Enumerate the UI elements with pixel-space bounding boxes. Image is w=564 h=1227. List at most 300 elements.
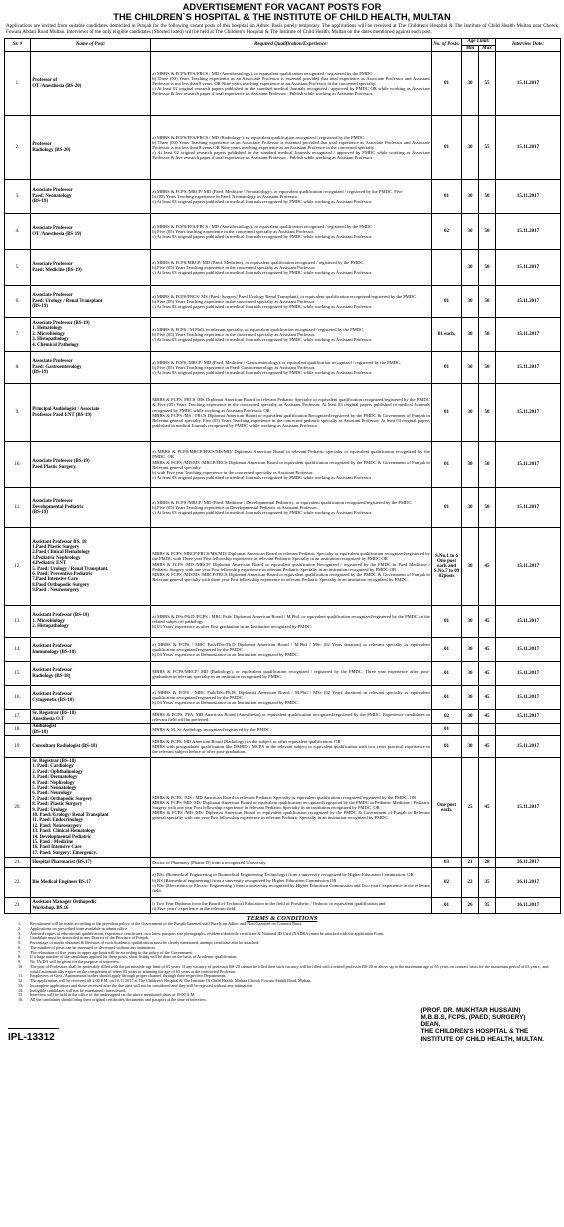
table-row [5,724,561,736]
qualification-line: b) Five (05) Years Teaching experience in the concerned specialty as Assistant Professor. [152,332,316,338]
terms-list [8,922,556,1003]
post-name-line: Assistant Professor BS. 18 [32,539,87,545]
table-row [5,758,561,858]
table-row [5,898,561,914]
row-age-min: 26 [462,898,479,914]
table-row [5,52,561,116]
row-serial: 20. [5,758,31,858]
qualification-line: c) At least 03 original papers published in medical Journals recognized by PMDC while working as Assistant Professor. [152,510,373,516]
qualification-line: c) At least 03 original papers published in medical Journals recognized by PMDC while working as Assistant Professor. [152,234,373,240]
row-interview-date: 15.11.2017 [496,528,561,606]
qualification-line: MBBS & FCPS, MRCP/FRCS/MS/MD/ Diplomat American Board in relevant Pediatric Specialty or equivalent qualification recognized/registered by the PMDC with Three year Post fellowship experience in relevant Pediatric Specialty in an institution recognized by PMDC OR [152,551,430,562]
row-age-min: 30 [462,710,479,724]
qualification-line: MBBS & FCPS, MD American Board (Radiology) in the subject or other equivalent qualification. OR [152,738,341,744]
terms-item-number: 3. [18,930,22,936]
post-name-line: 16. Paed Intensive Care [32,845,82,851]
post-name-line: Associate Professor (BS-19) [32,459,90,465]
row-age-max: 35 [479,868,496,898]
post-name-line: Radiology (BS-20) [32,147,71,153]
row-age-max: 50 [479,318,496,352]
signature-line: INSTITUTE OF CHILD HEALTH, MULTAN. [420,1035,544,1043]
post-name-line: Assistant Professor [32,644,73,650]
row-serial: 23. [5,898,31,914]
table-row [5,250,561,286]
row-interview-date [496,724,561,736]
qualification-line: a) MBBS & FCPS /MRCP/ MD (Paed: Medicine / Neonatology), or equivalent qualification recognized / registered by the PMDC. Five [152,188,403,194]
qualification-line: b) Five (05) Years Teaching experience in Paed: Gastroenterology as Assistant Professor. [152,365,316,371]
row-age-max: 45 [479,638,496,662]
post-name-line: Hospital Pharmacist (BS.17) [32,859,92,865]
table-row [5,318,561,352]
row-age-max: 28 [479,858,496,868]
row-age-max: 35 [479,898,496,914]
header-qualification: Required Qualification/Experience: [151,38,432,52]
table-row [5,214,561,250]
row-serial: 12. [5,528,31,606]
row-age-max [479,724,496,736]
qualification-line: b) Five (05) Years Teaching experience in the concerned specialty as Assistant Professor. [152,265,316,271]
terms-item-text: Recruitment will be made according to the prevalent policy of the Government of the Punjab Gazetted staff Purely on Adhoc and Non Gazetted on Contract Basis. [30,921,303,927]
row-num-posts: 01 [432,638,462,662]
row-age-max: 45 [479,710,496,724]
row-age-min: 30 [462,318,479,352]
row-qualification [151,528,432,606]
row-post-name [31,250,151,286]
row-serial: 17. [5,710,31,724]
post-name-line: Anesthesia O.T [32,716,65,722]
terms-item-text: The post of Professors shall be preferably filled with the permissible age limit of 65 years. If any vacancy of professor BS-20 cannot be filled then such vacancy will be filled with a retired professor BS-20 or above up to the maximum age of 65 years on contract basis for the maximum period of 03 years , and would automatically expire on the completion of terms 03 years or attaining the age of 65 years at the contracted Professor. [30,963,549,974]
post-name-line: Consultant Radiologist (BS-18) [32,743,98,749]
intro-paragraph: Applications are invited from suitable candidates domiciled in Punjab for the following vacant posts of this hospital on Adhoc Basis purely temporary. The applications will be received at The Children's Hospital & The Institute of Child Health Multan near Chowk Fowara Abdali Road Multan. Interviews of the only eligible candidates (Shorted listed) will be held at The Children's Hospital & The Institute of Child Health, Multan on the dates mentioned against each post. [6,23,558,35]
qualification-line: i) Two Year Diploma from the Board of Technical Education in the field of Prosthetic / Orthotic or equivalent qualification and [152,900,386,906]
post-name-line: Principal Audiologist / Associate [32,407,100,413]
post-name-line: 8. Paed: Plastic Surgery [32,802,83,808]
table-row [5,352,561,384]
row-interview-date: 16.11.2017 [496,898,561,914]
row-post-name [31,214,151,250]
post-name-line: 1. Hematology [32,326,63,332]
table-row [5,710,561,724]
qualification-line: b) Three (03) Years Teaching experience as an Associate Professor is essential provided that total experience as Associate Professor and Associate Professor is not less than 8 years OR Nine years teaching experience as an Assistant Professor in the concerned specialty. [152,139,430,151]
qualification-line: c) At least 03 original papers published in medical Journals recognized by PMDC while working as Assistant Professor [152,474,372,480]
post-name-line: Associate Professor [32,293,73,299]
row-interview-date: 15.11.2017 [496,686,561,710]
terms-item-text: No TA/DA will be given for the purpose of interview. [30,959,120,965]
row-num-posts [432,250,462,286]
row-age-max: 50 [479,442,496,488]
post-name-line: Associate Professor [32,359,73,365]
post-name-line: Associate Professor (BS-19) [32,321,90,327]
terms-item-text: Attested copies of educational qualification, experience certificates, two latest passport size photographs, residence/domicile certificate & National ID Card (NADRA) must be attached with the application Form. [30,930,385,936]
row-qualification [151,352,432,384]
row-num-posts: 01 [432,662,462,686]
row-age-max: 50 [479,286,496,318]
row-interview-date: 15.11.2017 [496,214,561,250]
row-serial: 4. [5,214,31,250]
row-interview-date: 15.11.2017 [496,488,561,528]
qualification-line: a) MBBS & FCPS / MRC Path/DSc/Ph.D Diplomat American Board / M.Phil / MSc (02 Years duration) in relevant specialty or equivalent qualification recognized/registered by the PMDC. [152,641,430,653]
terms-item-text: Interview will be held in the office of the undersigned on the above mentioned dates at 10:00 A.M. [30,992,196,998]
row-serial: 1. [5,52,31,116]
terms-item-number: 12. [18,978,24,984]
row-age-max: 50 [479,384,496,442]
post-name-line: Sr. Registrar (BS-18) [32,758,76,764]
row-post-name [31,286,151,318]
qualification-line: a) MBBS & FCPS /MRCP/ MD (Paed: Medicine / Gastroenterology), or equivalent qualification recognized / registered by the PMDC. [152,359,402,365]
row-qualification [151,384,432,442]
qualification-line: c) At least 03 original papers published in medical Journals recognized by PMDC while working as Assistant Professor. [152,304,373,310]
post-name-line: 7.Paed Intensive Care [32,577,78,583]
row-post-name [31,858,151,868]
terms-item-text: Percentage of marks obtained & Division of each Academic qualification must be clearly mentioned, attempt certificate also be attached. [30,940,260,946]
qualification-line: b) 04 Years' experience as Demonstrator in an Institution recognized by PMDC. [152,700,299,706]
row-age-max: 50 [479,214,496,250]
qualification-line: b) Five (05) Years Teaching experience in Developmental Pediatric as Assistant Professor. [152,505,318,511]
post-name-line: 1. Microbiology [32,618,65,624]
post-name-line: Paed: Gastroenterology [32,364,82,370]
row-interview-date: 15.11.2017 [496,384,561,442]
table-row [5,858,561,868]
row-age-max: 45 [479,606,496,638]
row-qualification [151,858,432,868]
row-post-name [31,488,151,528]
row-serial: 14. [5,638,31,662]
row-age-min: 30 [462,286,479,318]
row-post-name [31,868,151,898]
terms-item-text: The relaxation of five years in upper age limit will be according to the policy of the Government. [30,949,193,955]
row-interview-date: 15.11.2017 [496,52,561,116]
terms-item-text: The applications will be received till 2:00 P.M. on 10.11.2017 at The Children's Hospital & The Institute Of Child Health, Multan Chowk Fowara Abdali Road, Multan. [30,978,312,984]
row-interview-date: 16.11.2017 [496,868,561,898]
row-post-name [31,52,151,116]
terms-title: TERMS & CONDITIONS [246,915,318,923]
advertisement-footer [8,1007,556,1043]
qualification-line: MBBS & FCPS /MD /MRCP/ Diplomat American Board or equivalent qualification Recognized / registered by the PMDC in Paed Medicine / Pediatric Surgery with one year Post fellowship experience in relevant Pediatric Specialty in an institution recognized by PMDC OR [152,561,430,572]
row-serial: 18. [5,724,31,736]
qualification-line: a) MBBS & FCPS / M.Phill. in relevant specialty, or equivalent qualification recognized / registered by the PMDC. [152,326,365,332]
post-name-line: Audiologist [32,724,57,730]
row-interview-date: 15.11.2017 [496,606,561,638]
row-serial: 6. [5,286,31,318]
post-name-line: Paed: Urology / Renal Transplant [32,298,103,304]
qualification-line: b) Five (05) Years Teaching experience in the concerned specialty as Assistant Professor. [152,299,316,305]
table-row [5,528,561,606]
post-name-line: Associate Professor [32,262,73,268]
post-name-line: 3.Pediatric Nephrology [32,555,81,561]
qualification-line: b) BS (Biomedical engineering) from a university recognized by Higher Education Commission OR [152,877,337,883]
row-qualification [151,180,432,214]
signature-line: M.B.B.S, FCPS, (PAED; SURGERY) [420,1014,526,1022]
row-age-max: 45 [479,686,496,710]
row-serial: 10. [5,442,31,488]
row-serial: 16. [5,686,31,710]
row-post-name [31,606,151,638]
table-row [5,686,561,710]
post-name-line: Professor of [32,78,58,84]
post-name-line: 11. Paed: Endocrinology [32,818,84,824]
post-name-line: OT /Anesthesia (BS-19) [32,231,82,237]
table-row [5,488,561,528]
post-name-line: 6. Paed: Neurology [32,791,72,797]
header-interview-date: Interview Date: [496,38,561,52]
terms-item-text: Employees of Govt./Autonomous bodies should apply through proper channel, through their respective Departments. [30,973,227,979]
qualification-line: a) MBBS & FCPS/FFA/FRCS / MD (Anesthesiology), or equivalent qualification recognized / registered by the PMDC. [152,223,374,229]
row-num-posts: 02 [432,710,462,724]
qualification-line: c) At least 03 original papers published in medical Journals recognized by PMDC while working as Assistant Professor. [152,370,373,376]
terms-item-number: 14. [18,987,24,993]
post-name-line: Associate Professor [32,188,73,194]
post-name-line: 9. Paed: Urology [32,807,68,813]
post-name-line: 2.Paed Clinical Hematology [32,550,91,556]
terms-item-number: 6. [18,944,22,950]
terms-item-number: 13. [18,982,24,988]
table-row [5,662,561,686]
terms-item-number: 15. [18,992,24,998]
qualification-line: c) At least 03 original papers published in medical Journals recognized by PMDC while working as Assistant Professor. [152,199,373,205]
qualification-line: a) MBBS & FCPS/MRCP/FRCS/MS/MD/ Diplomat American Board in relevant Pediatric specialty or equivalent qualification recognized by the PMDC. OR [152,449,430,460]
post-name-line: 14. Developmental Pediatric [32,834,91,840]
qualification-line: MBBS & FCPS/MRCP/ MD (Radiology), or equivalent qualification recognized / registered by the PMDC. Three year experience after post-graduation in relevant specialty in an institution recognized by PMDC. [152,668,430,679]
row-qualification [151,758,432,858]
post-name-line: (BS-19) [32,510,48,516]
post-name-line: Radiology (BS-18) [32,673,71,679]
row-age-min: 21 [462,858,479,868]
qualification-line: MBBS with postgraduate qualification like DMRD / MCPS in the relevant subject or equivalent qualification with two years practical experience in the relevant subject before or after post-graduation. [152,744,430,755]
row-post-name [31,710,151,724]
row-num-posts: 01 [432,180,462,214]
post-name-line: 5. Paed: Neonatology [32,785,77,791]
post-name-line: 13. Paed: Clinical Hematology [32,829,96,835]
post-name-line: Workshop. BS.16 [32,905,69,911]
qualification-line: c) At least 03 original papers published in medical Journals recognized by PMDC while working as Assistant Professor. [152,270,373,276]
advertisement-header [4,2,560,22]
row-interview-date: 15.11.2017 [496,180,561,214]
row-age-min: 30 [462,488,479,528]
post-name-line: Assistant Professor [32,692,73,698]
row-interview-date: 15.11.2017 [496,710,561,724]
terms-item-number: 2. [18,925,22,931]
row-age-min: 30 [462,116,479,180]
post-name-line: 8.Paed Orthopedic Surgery [32,582,90,588]
header-age-limit: Age Limit: [462,38,496,45]
table-row [5,180,561,214]
row-serial: 22. [5,868,31,898]
row-qualification [151,52,432,116]
row-interview-date: 16.11.2017 [496,858,561,868]
terms-item-text: Incomplete applications and those received after the due date will not be considered and they will be rejected without any intimation. [30,982,253,988]
post-name-line: 7. Paed: Orthopedic Surgery [32,796,93,802]
row-post-name [31,638,151,662]
ipl-number: IPL-13312 [8,1028,59,1043]
post-name-line: 3. Paed: Dermatology [32,775,78,781]
qualification-line: MBBS & FCPS, /MS / MD American Board in relevant Pediatric Specialty or equivalent qualification recognized/registered by the PMDC. OR [152,794,417,800]
post-name-line: 2. Histopathology [32,624,69,630]
row-post-name [31,686,151,710]
row-num-posts: 01 [432,384,462,442]
row-num-posts: 01 [432,724,462,736]
row-serial: 7. [5,318,31,352]
qualification-line: MBBS & FCPS /MD/MS /MRCP/FRCS Diplomat American Board or equivalent qualification recognized by the PMDC & Government of Punjab in Relevant general specialty with three year Post fellowship experience in relevant Pediatric Specialty in an institution recognized by PMDC. [152,571,430,582]
row-post-name [31,758,151,858]
qualification-line: b) (05) Years Teaching experience in Paed: Neonatology as Assistant Professor. [152,194,298,200]
row-qualification [151,898,432,914]
row-interview-date: 15.11.2017 [496,116,561,180]
row-interview-date: 15.11.2017 [496,352,561,384]
row-interview-date: 15.11.2017 [496,250,561,286]
row-qualification [151,736,432,758]
row-num-posts: 01 [432,442,462,488]
post-name-line: 1.Paed Plastic Surgery [32,544,80,550]
row-post-name [31,318,151,352]
qualification-line: b) 03 Years' experience as after Post graduation in an Institution recognized by PMDC. [152,624,312,630]
post-name-line: 4. Paed: Nephrology [32,780,75,786]
post-name-line: (BS-19) [32,304,48,310]
qualification-line: c) At least 03 original papers published in medical Journals recognized by PMDC while working as Assistant Professor. [152,337,373,343]
row-post-name [31,724,151,736]
row-interview-date: 15.11.2017 [496,286,561,318]
vacant-posts-table [4,38,561,915]
row-age-min: 30 [462,662,479,686]
post-name-line: 3. Histopathology [32,337,69,343]
row-age-max: 45 [479,758,496,858]
row-qualification [151,214,432,250]
qualification-line: a) MBBS & FCPS /MRCP/ MD (Paed: Medicine / Developmental Pediatric), or equivalent qualification recognized/registered by the PMDC. [152,499,413,505]
terms-item-number: 7. [18,949,22,955]
qualification-line: a) MBBS & FCPS / MRC Path/DSc/Ph.D/ Diplomat American Board / M.Phil / MSc (02 Years duration) in relevant specialty or equivalent qualification recognized/registered by the PMDC. [152,689,430,701]
post-name-line: 12. Paed: Neurosurgery [32,823,82,829]
row-age-min: 30 [462,606,479,638]
row-qualification [151,724,432,736]
post-name-line: 1. Paed: Cardiology [32,764,74,770]
post-name-line: Professor [32,142,52,148]
row-qualification [151,318,432,352]
row-qualification [151,686,432,710]
row-qualification [151,606,432,638]
row-age-min: 30 [462,352,479,384]
post-name-line: 4. Chemical Pathology [32,342,80,348]
qualification-line: MBBS & FCPS /MS / FRCS Diplomat American Board or equivalent qualification Recognized/registered by the PMDC & Government of Punjab in Relevant general specialty. Five (05) Years Teaching experience in the concerned pediatric specialty as Assistant Professor. At least 03 original papers published in medical Journals recognized by PMDC while working as Assistant Professor [152,412,430,428]
row-post-name [31,116,151,180]
row-num-posts: 01 [432,352,462,384]
qualification-line: a) MBBS & FCPS/FRCS/ MS (Paed: Surgery/ Paed Urology Renal Transplant), or equivalent qualification recognized/registered by the PMDC. [152,293,418,299]
terms-item-number: 11. [18,973,24,979]
terms-item-number: 10. [18,963,24,969]
row-age-max: 50 [479,488,496,528]
qualification-line: a) MBBS & DSc/Ph.D /FCPS / MRC Path/ Diplomat American Board / M.Phil. or equivalent qualification recognized/registered by the PMDC in the related subject of pathology. [152,613,430,625]
row-qualification [151,442,432,488]
table-row [5,868,561,898]
row-age-min: 30 [462,180,479,214]
qualification-line: MBBS & FCPS /MD/MS /MRCP/FRCS Diplomat American Board or equivalent qualification recognized by the PMDC & Government of Punjab in Relevant general specialty [152,459,430,470]
terms-item-number: 1. [18,921,22,927]
row-interview-date: 15.11.2017 [496,638,561,662]
row-num-posts: 01 [432,286,462,318]
row-age-min: 30 [462,250,479,286]
post-name-line: 2. Paed: Ophthalmology [32,769,83,775]
signature-line: DEAN, [420,1021,441,1029]
table-row [5,384,561,442]
row-qualification [151,286,432,318]
post-name-line: Cytogenetic (BS-18) [32,697,74,703]
post-name-line: (BS-19) [32,199,48,205]
terms-item-text: The number of posts can be increased or decreased without any intimation. [30,944,156,950]
terms-item-number: 16. [18,997,24,1003]
row-age-max: 55 [479,52,496,116]
qualification-line: MBBS & M. Sc Audiology recognized/registered by the PMDC. [152,727,271,733]
row-num-posts: 01 [432,606,462,638]
post-name-line: Professor Paed ENT (BS-19) [32,412,92,418]
row-post-name [31,442,151,488]
row-qualification [151,488,432,528]
row-serial: 19. [5,736,31,758]
header-post: Name of Post: [31,38,151,52]
post-name-line: (BS-18) [32,729,48,735]
qualification-line: Doctor of Pharmacy (Pharm-D) from a recognized University. [152,860,267,866]
terms-item-number: 4. [18,935,22,941]
qualification-line: MBBS & FCPS /MD /MS/ Diplomat American Board or equivalent qualification recognized by the PMDC & Government of Punjab in Relevant general specialty with one year Post fellowship experience in relevant Pediatric Specialty in an institution recognized by PMDC. [152,810,430,821]
table-row [5,116,561,180]
row-num-posts: 01 [432,736,462,758]
row-num-posts: 01 [432,686,462,710]
row-age-max: 45 [479,528,496,606]
terms-item-text: Candidate must be domiciled in any District of the Province of Punjab. [30,935,149,941]
qualification-line: a) MBBS & FCPS/FFA/FRCS / MD (Radiology ), or equivalent qualification recognized / registered by the PMDC. [152,134,366,140]
row-interview-date: 15.11.2017 [496,318,561,352]
row-age-min: 30 [462,638,479,662]
post-name-line: Bio Medical Engineer BS.17 [32,879,91,885]
row-age-min: 30 [462,686,479,710]
terms-item-number: 9. [18,959,22,965]
row-interview-date: 15.11.2017 [496,758,561,858]
row-serial: 11. [5,488,31,528]
row-serial: 3. [5,180,31,214]
qualification-line: a) BSc (Biomedical Engineering or Biomedical Engineering Technology) from a university recognized by Higher Education Commission. OR [152,872,414,878]
header-age-max: Max [479,45,496,52]
post-name-line: Associate Professor [32,226,73,232]
row-num-posts: 02 [432,868,462,898]
qualification-line: c) At least 02 original research papers published in the standard medical Journals recognized / approved by PMDC while working as Associate Professor & five research paper if total experience as Assistant Professor . Publish while working as Assistant Professor. [152,150,430,161]
row-serial: 5. [5,250,31,286]
signature-line: (PROF. DR. MUKHTAR HUSSAIN) [420,1006,521,1014]
qualification-line: c) BSc (Electronics or Electric Engineering ) from a university recognized by Higher Education Commission and Two years' experience in the relevant field. [152,882,430,893]
row-serial: 9. [5,384,31,442]
row-num-posts: S.No.1 to 6 One post each and S.No.7 to 09 02posts [432,528,462,606]
terms-item-number: 5. [18,940,22,946]
post-name-line: 9.Paed : Neurosurgery [32,588,80,594]
qualification-line: b) Three (03) Years Teaching experience as an Associate Professor is essential provided that total experience as Associate Professor and Assistant Professor is not less than 8 years. OR Nine years teaching experience as an Assistant Professor in the concerned specialty. [152,75,430,87]
signature-block [420,1007,544,1043]
row-num-posts: 01 [432,116,462,180]
post-name-line: Sr. Registrar (BS-18) [32,711,76,717]
post-name-line: 10. Paed:/Urology/ Renal Transplant [32,813,109,818]
terms-item-text: Ineligible candidates will not be entertained /interviewed. [30,987,127,993]
row-serial: 8. [5,352,31,384]
terms-item-number: 8. [18,954,22,960]
post-name-line: 6. Paed: Preventive Pediatric [32,572,93,577]
row-age-min: 30 [462,52,479,116]
row-post-name [31,384,151,442]
row-qualification [151,662,432,686]
qualification-line: a) MBBS & FCPS/MRCP/ MD (Paed: Medicine), or equivalent qualification recognized / registered by the PMDC. [152,259,365,265]
header-line-2: THE CHILDREN`S HOSPITAL & THE INSTITUTE OF CHILD HEALTH, MULTAN [113,12,451,22]
table-row [5,736,561,758]
row-age-min [462,724,479,736]
row-num-posts: 01 [432,52,462,116]
row-age-max: 45 [479,662,496,686]
qualification-line: ii) Five years' experience in the relevant field. [152,905,237,911]
qualification-line: MBBS & FCPS, FRCS /MS Diplomat American Board in relevant Pediatric Specialty or equivalent qualification recognized/registered by the PMDC & Five (05) Years Teaching experience in the concerned specialty as Assistant Professor. At least 03 original papers published in medical Journals recognized by PMDC while working as Assistant Professor. OR [152,397,430,413]
row-post-name [31,736,151,758]
